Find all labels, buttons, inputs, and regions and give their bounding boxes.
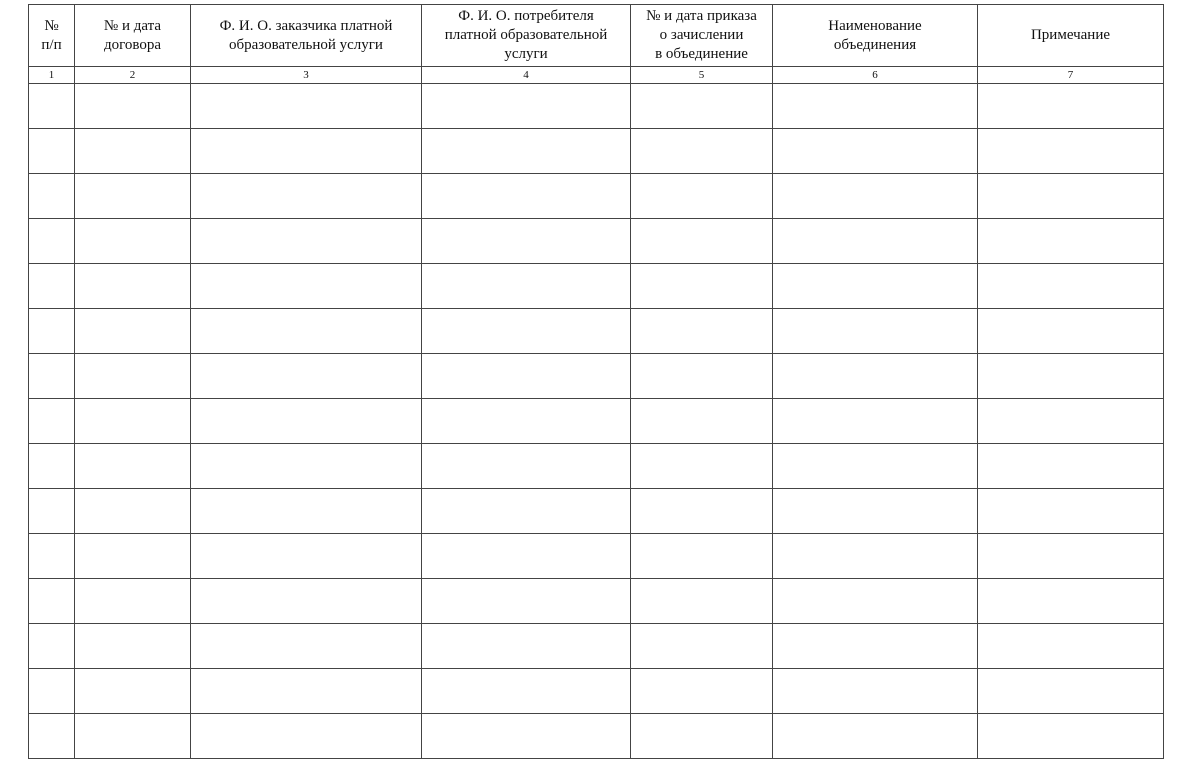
table-cell [773,219,978,264]
table-cell [75,84,191,129]
table-cell [773,489,978,534]
table-cell [29,399,75,444]
table-cell [631,489,773,534]
table-cell [191,84,422,129]
table-cell [75,534,191,579]
table-row [29,444,1164,489]
table-cell [773,444,978,489]
table-cell [191,579,422,624]
table-cell [422,174,631,219]
table-cell [773,174,978,219]
table-row [29,174,1164,219]
table-cell [75,444,191,489]
table-cell [191,264,422,309]
header-cell-enrollment-order: № и дата приказа о зачислении в объединение [631,5,773,67]
table-cell [978,534,1164,579]
table-cell [29,309,75,354]
table-cell [631,129,773,174]
table-cell [773,264,978,309]
header-cell-contract: № и дата договора [75,5,191,67]
header-cell-customer-name: Ф. И. О. заказчика платной образовательной услуги [191,5,422,67]
table-cell [978,354,1164,399]
table-cell [75,309,191,354]
table-row [29,399,1164,444]
table-cell [191,534,422,579]
table-cell [773,624,978,669]
table-cell [631,534,773,579]
table-cell [773,84,978,129]
table-body [29,84,1164,759]
table-cell [978,174,1164,219]
table-row [29,309,1164,354]
table-row [29,354,1164,399]
table-cell [978,579,1164,624]
table-cell [978,399,1164,444]
table-cell [978,714,1164,759]
column-number: 3 [191,67,422,84]
table-cell [29,624,75,669]
table-cell [29,354,75,399]
table-cell [978,84,1164,129]
table-cell [29,534,75,579]
table-cell [631,579,773,624]
table-cell [631,714,773,759]
table-cell [191,489,422,534]
table-cell [422,354,631,399]
table-row [29,579,1164,624]
table-row [29,669,1164,714]
table-cell [75,174,191,219]
header-row [29,5,1164,67]
table-cell [422,579,631,624]
table-cell [29,129,75,174]
column-number: 5 [631,67,773,84]
header-cell-note: Примечание [978,5,1164,67]
table-cell [773,669,978,714]
table-cell [191,714,422,759]
table-cell [631,669,773,714]
table-cell [978,129,1164,174]
table-cell [978,489,1164,534]
table-cell [75,219,191,264]
table-row [29,84,1164,129]
table-cell [29,444,75,489]
table-cell [422,264,631,309]
table-cell [631,264,773,309]
table-cell [978,219,1164,264]
table-cell [75,264,191,309]
table-row [29,714,1164,759]
table-cell [191,669,422,714]
table-cell [631,624,773,669]
table-cell [773,354,978,399]
table-row [29,264,1164,309]
table-cell [75,354,191,399]
table-cell [978,309,1164,354]
column-number: 6 [773,67,978,84]
column-number: 4 [422,67,631,84]
table-cell [75,399,191,444]
column-number: 1 [29,67,75,84]
table-cell [75,714,191,759]
table-cell [422,84,631,129]
table-cell [978,624,1164,669]
column-number: 7 [978,67,1164,84]
table-row [29,489,1164,534]
table-cell [773,579,978,624]
column-number: 2 [75,67,191,84]
table-cell [631,84,773,129]
header-cell-row-number: № п/п [29,5,75,67]
table-cell [422,669,631,714]
table-cell [191,399,422,444]
table-cell [191,309,422,354]
table-cell [29,714,75,759]
table-cell [631,219,773,264]
table-cell [773,309,978,354]
table-cell [773,714,978,759]
table-cell [191,129,422,174]
table-row [29,129,1164,174]
table-cell [75,579,191,624]
table-row [29,534,1164,579]
table-cell [773,129,978,174]
table-cell [422,219,631,264]
table-cell [422,534,631,579]
table-cell [773,534,978,579]
table-cell [422,309,631,354]
table-cell [422,399,631,444]
table-cell [29,669,75,714]
table-cell [191,624,422,669]
table-cell [422,624,631,669]
table-row [29,624,1164,669]
table-cell [631,174,773,219]
table-cell [773,399,978,444]
column-number-row [29,67,1164,84]
table-cell [29,579,75,624]
table-cell [978,669,1164,714]
table-cell [631,354,773,399]
table-cell [75,129,191,174]
table-cell [978,444,1164,489]
table-cell [978,264,1164,309]
table-cell [631,399,773,444]
table-cell [422,489,631,534]
table-cell [631,309,773,354]
table-cell [75,624,191,669]
table-cell [75,489,191,534]
table-cell [422,714,631,759]
table-cell [75,669,191,714]
table-cell [29,219,75,264]
table-cell [191,444,422,489]
table-cell [422,129,631,174]
table-cell [422,444,631,489]
register-table [28,4,1164,759]
table-cell [29,264,75,309]
table-cell [191,219,422,264]
table-row [29,219,1164,264]
table-cell [29,174,75,219]
table-cell [191,174,422,219]
table-cell [631,444,773,489]
table-cell [191,354,422,399]
table-cell [29,489,75,534]
table-cell [29,84,75,129]
header-cell-consumer-name: Ф. И. О. потребителя платной образовательной услуги [422,5,631,67]
header-cell-association-name: Наименование объединения [773,5,978,67]
